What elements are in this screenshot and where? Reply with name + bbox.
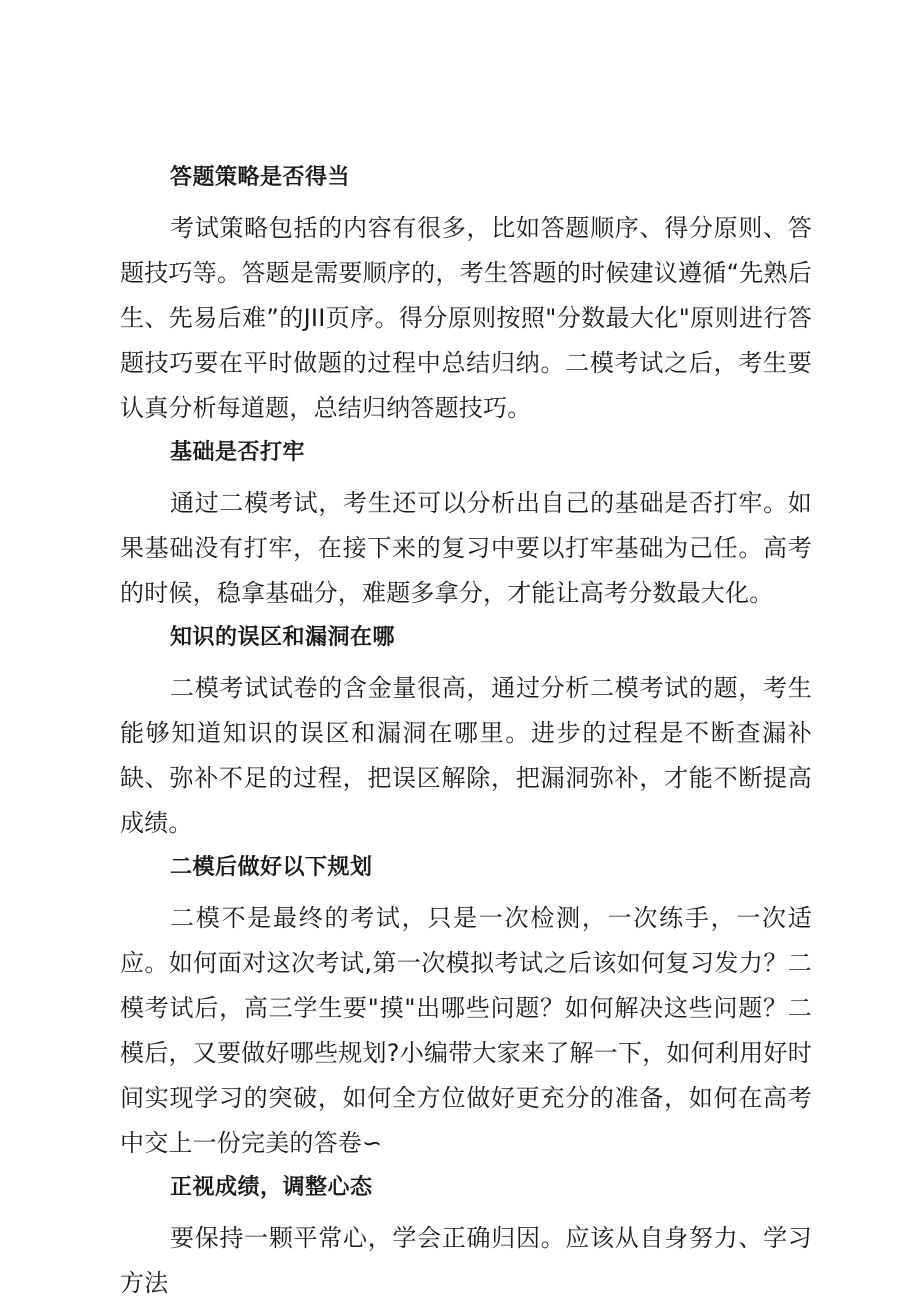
- section-heading-knowledge-gaps: 知识的误区和漏洞在哪: [170, 625, 396, 650]
- section-body-mindset: 要保持一颗平常心，学会正确归因。应该从自身努力、学习方法: [120, 1224, 812, 1297]
- document-page: [120, 163, 812, 1306]
- section-body-knowledge-gaps: 二模考试试卷的含金量很高，通过分析二模考试的题，考生能够知道知识的误区和漏洞在哪里。进步的过程是不断查漏补缺、弥补不足的过程，把误区解除，把漏洞弥补，才能不断提高成绩。: [120, 674, 812, 837]
- section-heading-foundation: 基础是否打牢: [170, 440, 306, 465]
- section-body-answer-strategy: 考试策略包括的内容有很多，比如答题顺序、得分原则、答题技巧等。答题是需要顺序的，考生答题的时候建议遵循“先熟后生、先易后难”的JII页序。得分原则按照"分数最大化"原则进行答题技巧要在平时做题的过程中总结归纳。二模考试之后，考生要认真分析每道题，总结归纳答题技巧。: [120, 214, 812, 422]
- section-body-foundation: 通过二模考试，考生还可以分析出自己的基础是否打牢。如果基础没有打牢，在接下来的复习中要以打牢基础为己任。高考的时候，稳拿基础分，难题多拿分，才能让高考分数最大化。: [120, 489, 812, 607]
- section-heading-planning: 二模后做好以下规划: [170, 855, 373, 880]
- section-body-planning: 二模不是最终的考试，只是一次检测，一次练手，一次适应。如何面对这次考试,第一次模拟考试之后该如何复习发力？二模考试后，高三学生要"摸"出哪些问题？如何解决这些问题？二模后，又要做好哪些规划?小编带大家来了解一下，如何利用好时间实现学习的突破，如何全方位做好更充分的准备，如何在高考中交上一份完美的答卷∽: [120, 904, 812, 1157]
- section-heading-mindset: 正视成绩，调整心态: [170, 1175, 373, 1200]
- section-heading-answer-strategy: 答题策略是否得当: [170, 165, 351, 190]
